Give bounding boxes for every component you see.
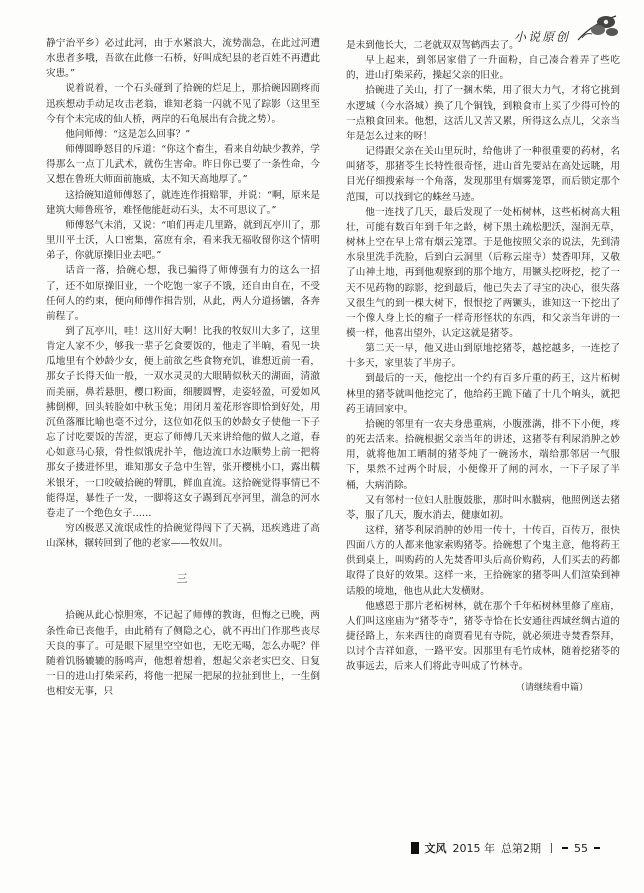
issue-number: 总第2期 bbox=[501, 842, 541, 855]
paragraph: 这样，猪苓利尿消肿的妙用一传十，十传百，百传万，很快四面八方的人都来他家索购猪苓。拾碗想了个鬼主意，他将药王供到桌上，叫购药的人先焚香叩头后高价购药，人们买去的药都取得了良好的效果。这样一来，王拾碗家的猪苓叫人们渲染到神话般的境地，他也从此大发横财。 bbox=[346, 525, 620, 597]
paragraph: 师傅圆睁怒目的斥道：“你这个畜生，看来自幼缺少教养，学得那么一点丁儿武术，就伤生害命。昨日你已要了一条性命，今又想在鲁班大师面前施威，太不知天高地厚了。” bbox=[46, 144, 320, 186]
paragraph: 这拾碗知道师傅怒了，就连连作揖赔罪，并说：“啊，原来是建筑大师鲁班爷，难怪他能赶动石头，太不可思议了。” bbox=[46, 189, 320, 216]
paragraph: 记得跟父亲在关山里玩时，给他讲了一种很重要的药材，名叫猪苓，那猪苓生长特性很奇怪，进山首先要站在高处远眺，用目光仔细搜索每一个角落，发现那里有烟雾笼罩，而后锁定那个范围，可以找到它的蛛丝马迹。 bbox=[346, 146, 620, 203]
right-column bbox=[346, 38, 620, 696]
left-column bbox=[46, 36, 320, 699]
footer-block-icon bbox=[411, 842, 419, 854]
paragraph: 拾碗的邻里有一农夫身患重病，小腹涨满，排不下小便，疼的死去活来。拾碗根据父亲当年的讲述，这猪苓有利尿消肿之妙用，就将他加工晒制的猪苓炖了一碗汤水，端给那邻居一气服下，果然不过两个时辰，小便像开了闸的河水，一下子尿了半桶，大病消除。 bbox=[346, 418, 620, 491]
paragraph: 师傅怒气未消，又说：“咱们再走几里路，就到瓦亭川了，那里川平土沃，人口密集，富庶有余，看来我无福收留你这个情明弟子，你就原操旧业去吧。” bbox=[46, 219, 320, 262]
page-footer bbox=[411, 840, 601, 856]
magazine-name: 文风 bbox=[424, 842, 447, 855]
paragraph: 早上起来，到邻居家借了一升面粉，自己凑合着弄了些吃的，进山打柴采药，操起父亲的旧业。 bbox=[346, 55, 620, 82]
paragraph: 静宁治平乡）必过此河，由于水紧浪大，流势湍急，在此过河遭水患者多哦，吾欲在此修一石桥，好叫成纪县的老百姓不再遭此灾患。” bbox=[46, 38, 320, 80]
paragraph: 第二天一早，他又进山到原地挖猪苓，越挖越多，一连挖了十多天，家里装了半房子。 bbox=[346, 343, 620, 370]
to-be-continued: （请继续看中篇） bbox=[515, 682, 588, 693]
paragraph: 是未到他长大，二老就双双驾鹤西去了。 bbox=[346, 40, 519, 51]
issue-year: 2015 年 bbox=[452, 842, 495, 855]
footer-separator bbox=[551, 843, 552, 853]
paragraph: 到最后的一天，他挖出一个约有百多斤重的药王，这片柘树林里的猪苓就叫他挖完了，他给药王跪下磕了十几个响头，就把药王请回家中。 bbox=[346, 373, 620, 415]
section-divider: 三 bbox=[176, 572, 190, 586]
paragraph: 穷凶极恶又流氓成性的拾碗觉得闯下了天祸，迅疾逃进了高山深林，辗转回到了他的老家——牧奴川。 bbox=[46, 523, 320, 550]
dash-right-icon bbox=[594, 847, 600, 849]
section-title: 小说原创 bbox=[513, 30, 570, 44]
paragraph: 他问师傅：“这是怎么回事？” bbox=[65, 128, 191, 140]
paragraph: 拾碗进了关山，打了一捆木柴，用了很大力气，才将它挑到水逻城（今水洛城）换了几个铜钱，到粮食市上买了少得可怜的一点粮食回来。他想，这活儿又苦又累，所得这么点儿，父亲当年是怎么过来的呀！ bbox=[346, 85, 620, 142]
paragraph: 拾碗从此心惊胆寒，不记起了师傅的教诲，但悔之已晚，两条性命已丧他手，由此稍有了侧隐之心，就不再出门作那些丧尽天良的事了。可是眼下屋里空空如也，无吃无喝，怎么办呢？伴随着饥肠辘辘的肠鸣声，他想着想着，想起父亲老实巴交、日复一日的进山打柴采药，将他一把屎一把尿的拉扯到世上，一生倒也相安无事，只 bbox=[46, 610, 320, 698]
paragraph: 他感恩于那片老柘树林，就在那个千年柘树林里修了座庙，人们叫这座庙为“猪苓寺”，猪苓寺恰在长安通往西域丝绸古道的捷径路上，东来西往的商贾看见有寺院，就必须进寺焚香祭拜，以讨个吉祥如意，一路平安。因那里有毛竹成林，随着挖猪苓的故事远去，后来人们将此寺叫成了竹林寺。 bbox=[346, 600, 620, 673]
paragraph: 又有邻村一位妇人肚腹鼓胀，那时叫水臌病，他照例送去猪苓，服了几天，腹水消去，健康如初。 bbox=[346, 494, 620, 521]
paragraph: 话音一落，拾碗心想，我已骗得了师傅强有力的这么一招了，还不如原操旧业，一个吃饱一家子不饿，还自由自在，不受任何人的约束，便向师傅作揖告别，从此，两人分道扬镳，各奔前程了。 bbox=[46, 265, 320, 322]
dash-left-icon bbox=[562, 847, 568, 849]
paragraph: 他一连找了几天，最后发现了一处柘树林，这些柘树高大粗壮，可能有数百年到千年之龄，树下黑土疏松肥沃，湿润无草，树林上空在早上常有烟云笼罩。于是他按照父亲的说法，先到清水泉里洗手洗脸，后到白云洞里（后称云崖寺）焚香叩拜，又敬了山神土地，再到他观察到的那个地方，用镢头挖呀挖，挖了一天不见药物的踪影，挖到最后，他已失去了寻宝的决心，很失落又很生气的到一棵大树下，恨恨挖了两镢头，谁知这一下挖出了一个像人身上长的瘤子一样奇形怪状的东西，和父亲当年讲的一模一样，他喜出望外，认定这就是猪苓。 bbox=[346, 206, 620, 339]
page-number: 55 bbox=[574, 841, 588, 855]
paragraph: 到了瓦亭川，哇！这川好大啊！比我的牧奴川大多了，这里肯定人家不少，够我一辈子乞食要饭的，他走了半晌，看见一块瓜地里有个妙龄少女，便上前欲乞些食物充饥，谁想近前一看，那女子长得天仙一般，一双水灵灵的大眼睛似秋天的湖面，清澈而美丽，鼻若悬胆，樱口粉面，细腰圆臀，走姿轻盈，可爱如风拂倒柳，回头转脸如中秋玉兔；用闭月羞花形容即恰到好处，用沉鱼落雁比喻也毫不过分，这位如花似玉的妙龄女子使他一下子忘了讨吃要饭的苦涩，更忘了师傅几天来讲给他的做人之道，春心如意马心猿，骨性似饿虎扑羊，他边流口水边顺势上前一把将那女子搂进怀里，谁知那女子急中生智，张开樱桃小口，露出糯米银牙，一口咬破拾碗的臂肌，鲜血直流。这拾碗觉得事情已不能得逞，暴性子一发，一脚将这女子踢到瓦亭河里，湍急的河水卷走了一个绝色女子…… bbox=[46, 325, 320, 519]
paragraph: 说着说着，一个石头碰到了拾碗的烂足上，那拾碗因剧疼而迅疾想动手动足攻击老翁，谁知老翁一闪就不见了踪影（这里至今有个未完成的仙人桥，两岸的石龟展出有合拢之势）。 bbox=[46, 83, 320, 125]
